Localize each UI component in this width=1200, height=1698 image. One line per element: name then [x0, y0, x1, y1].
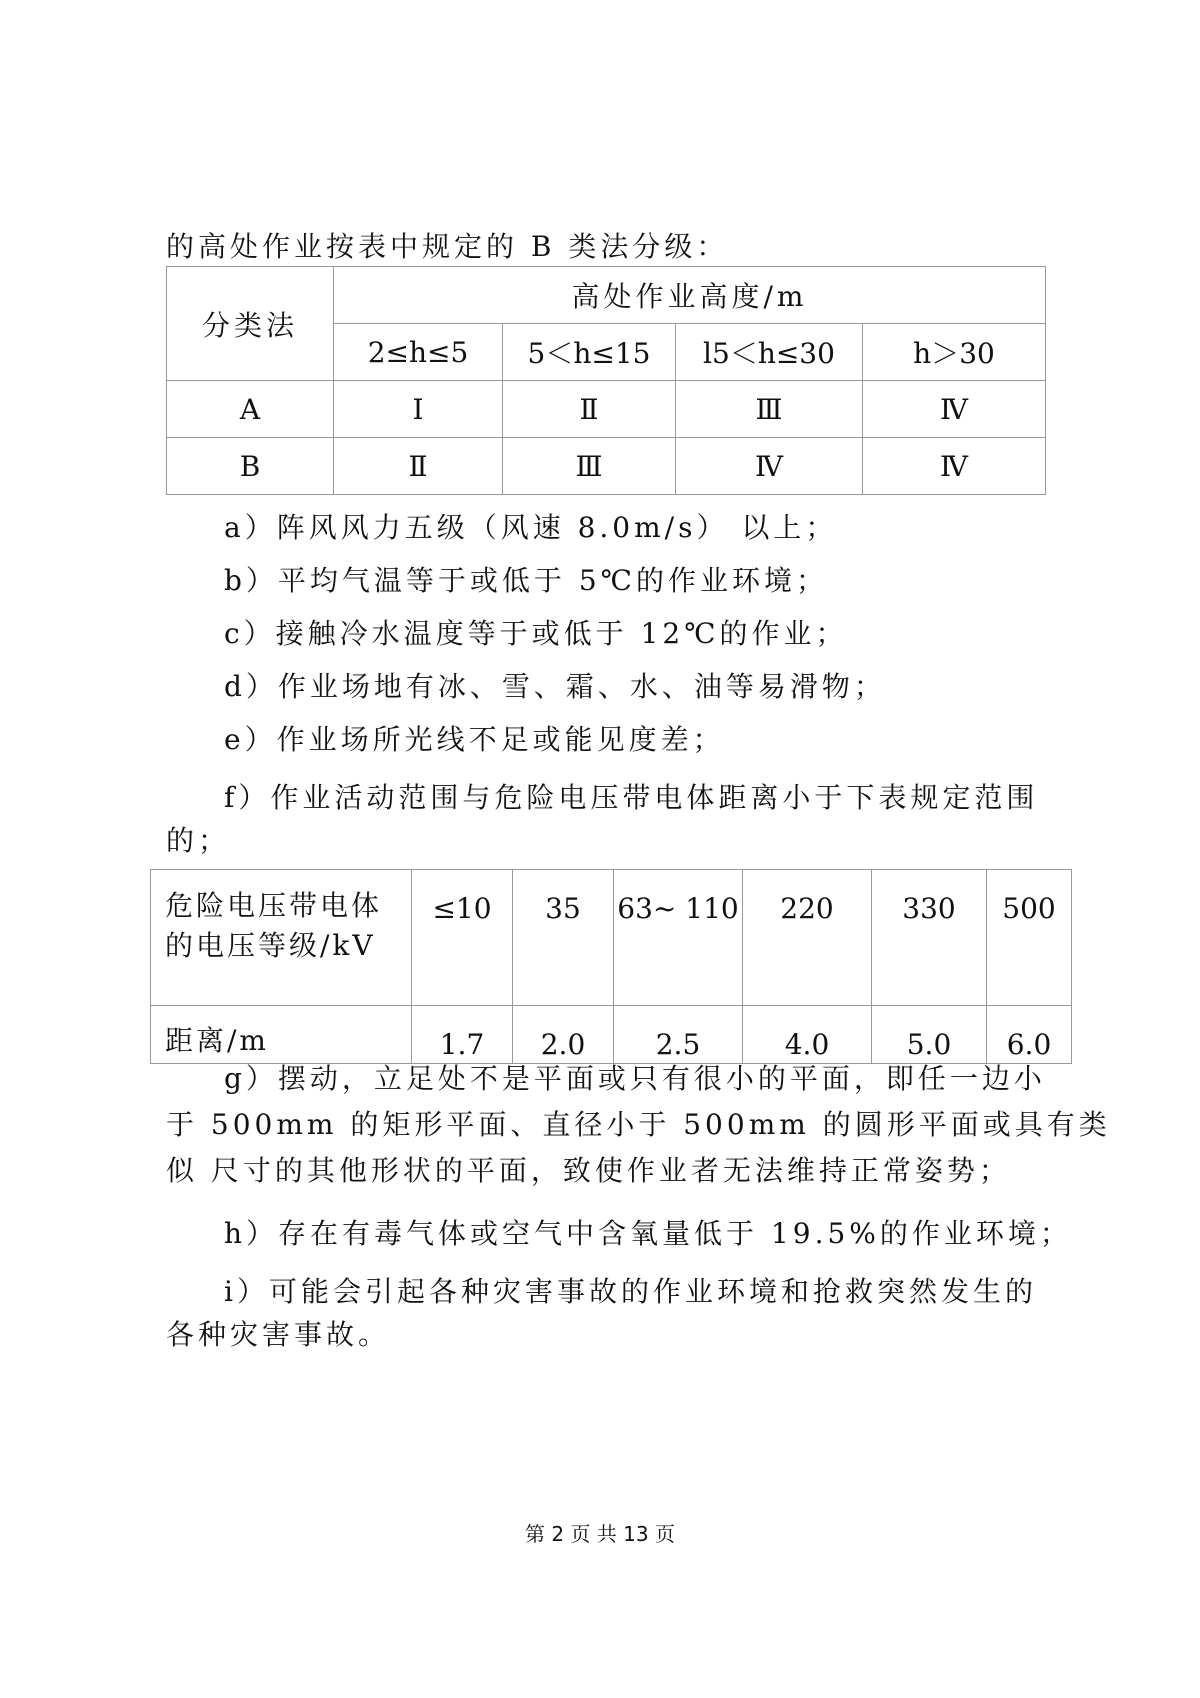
- voltage-cell: 500: [987, 870, 1072, 1006]
- table-row: [167, 438, 1046, 495]
- table-row: [167, 381, 1046, 438]
- grade-cell: Ⅳ: [863, 438, 1046, 495]
- distance-cell: 2.0: [513, 1006, 614, 1064]
- table-row: [151, 1006, 1072, 1064]
- distance-cell: 6.0: [987, 1006, 1072, 1064]
- range-cell: l5＜h≤30: [676, 324, 863, 381]
- list-item-g: g）摆动，立足处不是平面或只有很小的平面，即任一边小: [224, 1062, 1046, 1095]
- distance-label-cell: 距离/m: [151, 1006, 412, 1064]
- grade-cell: Ⅰ: [334, 381, 503, 438]
- table-row: [151, 870, 1072, 1006]
- voltage-cell: 330: [872, 870, 987, 1006]
- grade-cell: Ⅱ: [503, 381, 676, 438]
- voltage-cell: 35: [513, 870, 614, 1006]
- grade-cell: Ⅳ: [863, 381, 1046, 438]
- distance-cell: 5.0: [872, 1006, 987, 1064]
- voltage-distance-table: [150, 869, 1072, 1064]
- voltage-cell: 63~ 110: [614, 870, 743, 1006]
- list-item-a: a）阵风风力五级（风速 8.0m/s） 以上；: [224, 511, 838, 544]
- voltage-label-line: 的电压等级/kV: [165, 929, 376, 962]
- grade-cell: Ⅱ: [334, 438, 503, 495]
- list-item-f-continued: 的；: [166, 824, 231, 857]
- method-label: A: [167, 381, 334, 438]
- list-item-i-continued: 各种灾害事故。: [166, 1318, 391, 1351]
- range-cell: 2≤h≤5: [334, 324, 503, 381]
- distance-cell: 4.0: [743, 1006, 872, 1064]
- list-item-b: b）平均气温等于或低于 5℃的作业环境；: [224, 564, 828, 597]
- height-header: 高处作业高度/m: [334, 267, 1046, 324]
- list-item-d: d）作业场地有冰、雪、霜、水、油等易滑物；: [224, 670, 886, 703]
- list-item-i: i）可能会引起各种灾害事故的作业环境和抢救突然发生的: [224, 1275, 1037, 1308]
- list-item-e: e）作业场所光线不足或能见度差；: [224, 723, 725, 756]
- list-item-g-continued: 似 尺寸的其他形状的平面，致使作业者无法维持正常姿势；: [166, 1154, 1011, 1187]
- method-label: B: [167, 438, 334, 495]
- distance-cell: 1.7: [412, 1006, 513, 1064]
- distance-cell: 2.5: [614, 1006, 743, 1064]
- list-item-h: h）存在有毒气体或空气中含氧量低于 19.5%的作业环境；: [224, 1217, 1072, 1250]
- list-item-c: c）接触冷水温度等于或低于 12℃的作业；: [224, 617, 848, 650]
- voltage-label-cell: [151, 870, 412, 1006]
- list-item-f: f）作业活动范围与危险电压带电体距离小于下表规定范围: [224, 781, 1039, 814]
- intro-text: 的高处作业按表中规定的 B 类法分级：: [166, 230, 729, 263]
- grade-cell: Ⅲ: [503, 438, 676, 495]
- height-classification-table: [166, 266, 1046, 495]
- range-cell: 5＜h≤15: [503, 324, 676, 381]
- voltage-cell: 220: [743, 870, 872, 1006]
- voltage-label-line: 危险电压带电体: [165, 889, 383, 922]
- range-cell: h＞30: [863, 324, 1046, 381]
- list-item-g-continued: 于 500mm 的矩形平面、直径小于 500mm 的圆形平面或具有类: [166, 1108, 1111, 1141]
- grade-cell: Ⅳ: [676, 438, 863, 495]
- method-header: 分类法: [167, 267, 334, 381]
- voltage-cell: ≤10: [412, 870, 513, 1006]
- grade-cell: Ⅲ: [676, 381, 863, 438]
- page-number-footer: 第 2 页 共 13 页: [525, 1522, 675, 1546]
